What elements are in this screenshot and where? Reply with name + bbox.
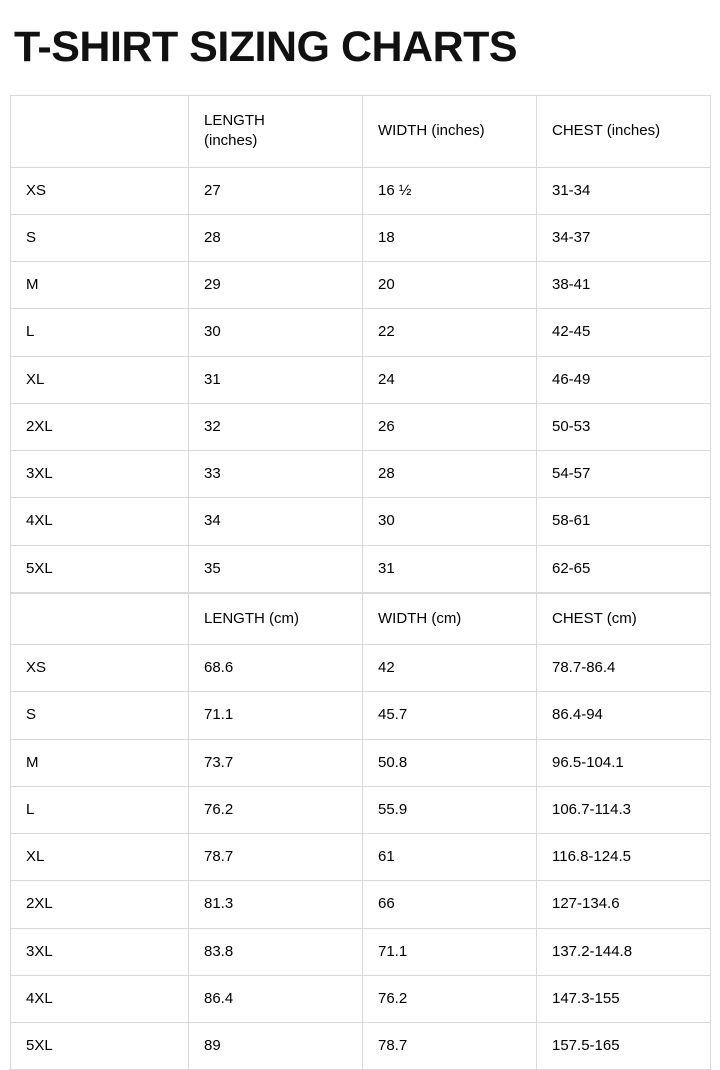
table-row <box>11 451 711 498</box>
cell-chest: 106.7-114.3 <box>537 786 711 833</box>
cell-chest: 157.5-165 <box>537 1023 711 1070</box>
cell-chest: 50-53 <box>537 403 711 450</box>
cell-width: 20 <box>363 262 537 309</box>
cell-width: 50.8 <box>363 739 537 786</box>
cell-width: 42 <box>363 645 537 692</box>
table-row <box>11 356 711 403</box>
sizing-table-inches <box>10 95 711 593</box>
table-row <box>11 881 711 928</box>
table-row <box>11 645 711 692</box>
table-row <box>11 403 711 450</box>
row-size-label: 2XL <box>11 881 189 928</box>
cell-length: 73.7 <box>189 739 363 786</box>
header-cell-chest-inches: CHEST (inches) <box>537 96 711 168</box>
header-cell-blank <box>11 593 189 644</box>
cell-chest: 54-57 <box>537 451 711 498</box>
table-cm-body <box>11 645 711 1070</box>
header-length-line2: (inches) <box>204 132 258 150</box>
cell-width: 26 <box>363 403 537 450</box>
cell-chest: 34-37 <box>537 214 711 261</box>
cell-length: 71.1 <box>189 692 363 739</box>
header-cell-chest-cm: CHEST (cm) <box>537 593 711 644</box>
cell-length: 33 <box>189 451 363 498</box>
row-size-label: S <box>11 692 189 739</box>
row-size-label: XS <box>11 645 189 692</box>
table-row <box>11 786 711 833</box>
cell-width: 55.9 <box>363 786 537 833</box>
table-cm-header <box>11 593 711 644</box>
table-row <box>11 928 711 975</box>
table-inches-header <box>11 96 711 168</box>
cell-width: 45.7 <box>363 692 537 739</box>
cell-width: 78.7 <box>363 1023 537 1070</box>
table-row <box>11 834 711 881</box>
row-size-label: 3XL <box>11 928 189 975</box>
header-cell-blank <box>11 96 189 168</box>
cell-width: 24 <box>363 356 537 403</box>
header-cell-width-cm: WIDTH (cm) <box>363 593 537 644</box>
cell-chest: 116.8-124.5 <box>537 834 711 881</box>
cell-length: 76.2 <box>189 786 363 833</box>
table-row <box>11 262 711 309</box>
cell-length: 29 <box>189 262 363 309</box>
row-size-label: S <box>11 214 189 261</box>
cell-length: 28 <box>189 214 363 261</box>
cell-chest: 137.2-144.8 <box>537 928 711 975</box>
header-cell-length-cm: LENGTH (cm) <box>189 593 363 644</box>
cell-chest: 127-134.6 <box>537 881 711 928</box>
table-row <box>11 593 711 644</box>
table-row <box>11 96 711 168</box>
cell-width: 76.2 <box>363 975 537 1022</box>
cell-width: 22 <box>363 309 537 356</box>
row-size-label: L <box>11 309 189 356</box>
cell-width: 30 <box>363 498 537 545</box>
row-size-label: 3XL <box>11 451 189 498</box>
cell-length: 32 <box>189 403 363 450</box>
cell-chest: 42-45 <box>537 309 711 356</box>
cell-chest: 31-34 <box>537 167 711 214</box>
table-row <box>11 739 711 786</box>
row-size-label: M <box>11 739 189 786</box>
row-size-label: 2XL <box>11 403 189 450</box>
cell-length: 35 <box>189 545 363 592</box>
cell-width: 71.1 <box>363 928 537 975</box>
cell-chest: 46-49 <box>537 356 711 403</box>
cell-length: 89 <box>189 1023 363 1070</box>
row-size-label: 4XL <box>11 975 189 1022</box>
row-size-label: 5XL <box>11 545 189 592</box>
row-size-label: XL <box>11 834 189 881</box>
page-title: T-SHIRT SIZING CHARTS <box>14 23 518 71</box>
cell-length: 31 <box>189 356 363 403</box>
table-row <box>11 692 711 739</box>
header-cell-length-inches <box>189 96 363 168</box>
row-size-label: XL <box>11 356 189 403</box>
cell-length: 78.7 <box>189 834 363 881</box>
cell-chest: 58-61 <box>537 498 711 545</box>
cell-width: 16 ½ <box>363 167 537 214</box>
sizing-table-cm <box>10 593 711 1070</box>
cell-length: 86.4 <box>189 975 363 1022</box>
table-row <box>11 1023 711 1070</box>
tables-container <box>0 95 720 1070</box>
row-size-label: 4XL <box>11 498 189 545</box>
cell-width: 28 <box>363 451 537 498</box>
row-size-label: 5XL <box>11 1023 189 1070</box>
table-row <box>11 167 711 214</box>
cell-width: 66 <box>363 881 537 928</box>
header-length-line1: LENGTH <box>204 112 265 129</box>
cell-chest: 78.7-86.4 <box>537 645 711 692</box>
cell-width: 18 <box>363 214 537 261</box>
cell-chest: 147.3-155 <box>537 975 711 1022</box>
cell-length: 81.3 <box>189 881 363 928</box>
cell-length: 83.8 <box>189 928 363 975</box>
table-row <box>11 975 711 1022</box>
row-size-label: M <box>11 262 189 309</box>
table-inches-body <box>11 167 711 592</box>
cell-width: 31 <box>363 545 537 592</box>
cell-chest: 86.4-94 <box>537 692 711 739</box>
cell-chest: 38-41 <box>537 262 711 309</box>
cell-chest: 96.5-104.1 <box>537 739 711 786</box>
cell-length: 68.6 <box>189 645 363 692</box>
table-row <box>11 309 711 356</box>
row-size-label: XS <box>11 167 189 214</box>
cell-width: 61 <box>363 834 537 881</box>
cell-length: 34 <box>189 498 363 545</box>
header-cell-width-inches: WIDTH (inches) <box>363 96 537 168</box>
table-row <box>11 498 711 545</box>
cell-chest: 62-65 <box>537 545 711 592</box>
table-row <box>11 214 711 261</box>
cell-length: 27 <box>189 167 363 214</box>
table-row <box>11 545 711 592</box>
cell-length: 30 <box>189 309 363 356</box>
row-size-label: L <box>11 786 189 833</box>
